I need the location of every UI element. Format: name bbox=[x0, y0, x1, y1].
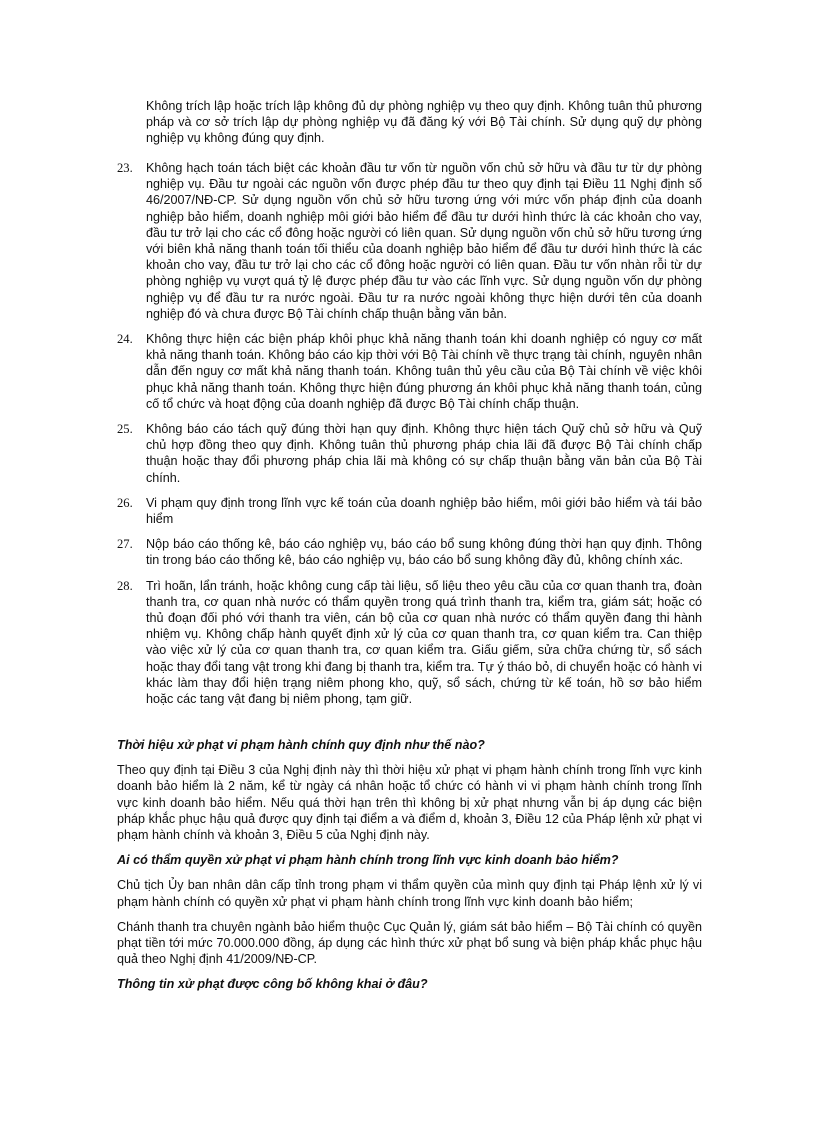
item-text: Vi phạm quy định trong lĩnh vực kế toán của doanh nghiệp bảo hiểm, môi giới bảo hiểm và tái bảo hiểm bbox=[146, 495, 702, 527]
item-number: 26. bbox=[117, 495, 133, 510]
question-heading-publication: Thông tin xử phạt được công bố không khai ở đâu? bbox=[117, 977, 428, 992]
list-item-25 bbox=[117, 421, 702, 486]
answer-authority-inspector: Chánh thanh tra chuyên ngành bảo hiểm thuộc Cục Quản lý, giám sát bảo hiểm – Bộ Tài chính có quyền phạt tiền tới mức 70.000.000 đồng, áp dụng các hình thức xử phạt bổ sung và biện pháp khắc phục hậu quả theo Nghị định 41/2009/NĐ-CP. bbox=[117, 919, 702, 967]
question-heading-authority: Ai có thẩm quyền xử phạt vi phạm hành chính trong lĩnh vực kinh doanh bảo hiểm? bbox=[117, 853, 619, 868]
item-text: Không thực hiện các biện pháp khôi phục khả năng thanh toán khi doanh nghiệp có nguy cơ mất khả năng thanh toán. Không báo cáo kịp thời với Bộ Tài chính về thực trạng tài chính, nguyên nhân dẫn đến nguy cơ mất khả năng thanh toán. Không tuân thủ yêu cầu của Bộ Tài chính về việc khôi phục khả năng thanh toán. Không thực hiện đúng phương án khôi phục khả năng thanh toán, củng cố tổ chức và hoạt động của doanh nghiệp đã được Bộ Tài chính chấp thuận. bbox=[146, 332, 702, 411]
item-number: 28. bbox=[117, 578, 133, 593]
answer-authority-provincial: Chủ tịch Ủy ban nhân dân cấp tỉnh trong phạm vi thẩm quyền của mình quy định tại Pháp lệnh xử lý vi phạm hành chính có quyền xử phạt vi phạm hành chính trong lĩnh vực kinh doanh bảo hiểm; bbox=[117, 878, 702, 909]
list-item-26 bbox=[117, 495, 702, 527]
faq-section bbox=[117, 737, 702, 1002]
list-item-23 bbox=[117, 160, 702, 322]
item-number: 25. bbox=[117, 422, 133, 437]
item-text: Trì hoãn, lẩn tránh, hoặc không cung cấp tài liệu, số liệu theo yêu cầu của cơ quan thanh tra, đoàn thanh tra, cơ quan nhà nước có thẩm quyền trong quá trình thanh tra, kiểm tra, giám sát; hoặc có thủ đoạn đối phó với thanh tra viên, cán bộ của cơ quan nhà nước có thẩm quyền đang thi hành nhiệm vụ. Không chấp hành quyết định xử lý của cơ quan thanh tra, cơ quan kiểm tra. Can thiệp vào việc xử lý của cơ quan thanh tra, cơ quan kiểm tra. Giấu giếm, sửa chữa chứng từ, sổ sách hoặc thay đổi tang vật trong khi đang bị thanh tra, kiểm tra. Tự ý tháo bỏ, di chuyển hoặc có hành vi khác làm thay đổi hiện trạng niêm phong kho, quỹ, sổ sách, chứng từ kế toán, hồ sơ bảo hiểm hoặc các tang vật đang bị niêm phong, tạm giữ. bbox=[146, 578, 702, 707]
item-text: Nộp báo cáo thống kê, báo cáo nghiệp vụ, báo cáo bổ sung không đúng thời hạn quy định. Thông tin trong báo cáo thống kê, báo cáo nghiệp vụ, báo cáo bổ sung không đầy đủ, không chính xác. bbox=[146, 537, 702, 568]
item-number: 23. bbox=[117, 161, 133, 175]
item-number: 24. bbox=[117, 332, 133, 347]
item-text: Không báo cáo tách quỹ đúng thời hạn quy định. Không thực hiện tách Quỹ chủ sở hữu và Quỹ chủ hợp đồng theo quy định. Không tuân thủ phương pháp chia lãi đã được Bộ Tài chính chấp thuận hoặc thay đổi phương pháp chia lãi mà không có sự chấp thuận bằng văn bản của Bộ Tài chính. bbox=[146, 422, 702, 485]
question-heading-limitation: Thời hiệu xử phạt vi phạm hành chính quy định như thế nào? bbox=[117, 738, 485, 752]
list-item-27 bbox=[117, 536, 702, 568]
violation-list bbox=[117, 160, 702, 716]
item-text: Không hạch toán tách biệt các khoản đầu tư vốn từ nguồn vốn chủ sở hữu và đầu tư từ dự phòng nghiệp vụ. Đầu tư ngoài các nguồn vốn được phép đầu tư theo quy định tại Điều 11 Nghị định số 46/2007/NĐ-CP. Sử dụng nguồn vốn chủ sở hữu tương ứng với mức vốn pháp định của doanh nghiệp bảo hiểm, doanh nghiệp môi giới bảo hiểm để đầu tư dưới hình thức là các khoản cho vay, đầu tư trở lại cho các cổ đông hoặc người có liên quan. Sử dụng nguồn vốn chủ sở hữu tương ứng với biên khả năng thanh toán tối thiểu của doanh nghiệp bảo hiểm để đầu tư dưới hình thức là các khoản cho vay, đầu tư trở lại cho các cổ đông hoặc người có liên quan. Đầu tư vốn nhàn rỗi từ dự phòng nghiệp vụ vượt quá tỷ lệ được phép đầu tư vào các lĩnh vực. Sử dụng nguồn vốn dự phòng nghiệp vụ để đầu tư ra nước ngoài. Đầu tư ra nước ngoài không thực hiện dưới tên của doanh nghiệp đó và chưa được Bộ Tài chính chấp thuận bằng văn bản. bbox=[146, 161, 702, 321]
intro-paragraph: Không trích lập hoặc trích lập không đủ dự phòng nghiệp vụ theo quy định. Không tuân thủ phương pháp và cơ sở trích lập dự phòng nghiệp vụ đã đăng ký với Bộ Tài chính. Sử dụng quỹ dự phòng nghiệp vụ không đúng quy định. bbox=[146, 99, 702, 146]
answer-limitation: Theo quy định tại Điều 3 của Nghị định này thì thời hiệu xử phạt vi phạm hành chính trong lĩnh vực kinh doanh bảo hiểm là 2 năm, kể từ ngày cá nhân hoặc tổ chức có hành vi vi phạm hành chính trong lĩnh vực kinh doanh bảo hiểm. Nếu quá thời hạn trên thì không bị xử phạt nhưng vẫn bị áp dụng các biện pháp khắc phục hậu quả được quy định tại điểm a và điểm d, khoản 3, Điều 12 của Pháp lệnh xử phạt vi phạm hành chính và khoản 3, Điều 5 của Nghị định này. bbox=[117, 763, 702, 843]
list-item-28 bbox=[117, 578, 702, 708]
item-number: 27. bbox=[117, 537, 133, 552]
list-item-24 bbox=[117, 331, 702, 412]
